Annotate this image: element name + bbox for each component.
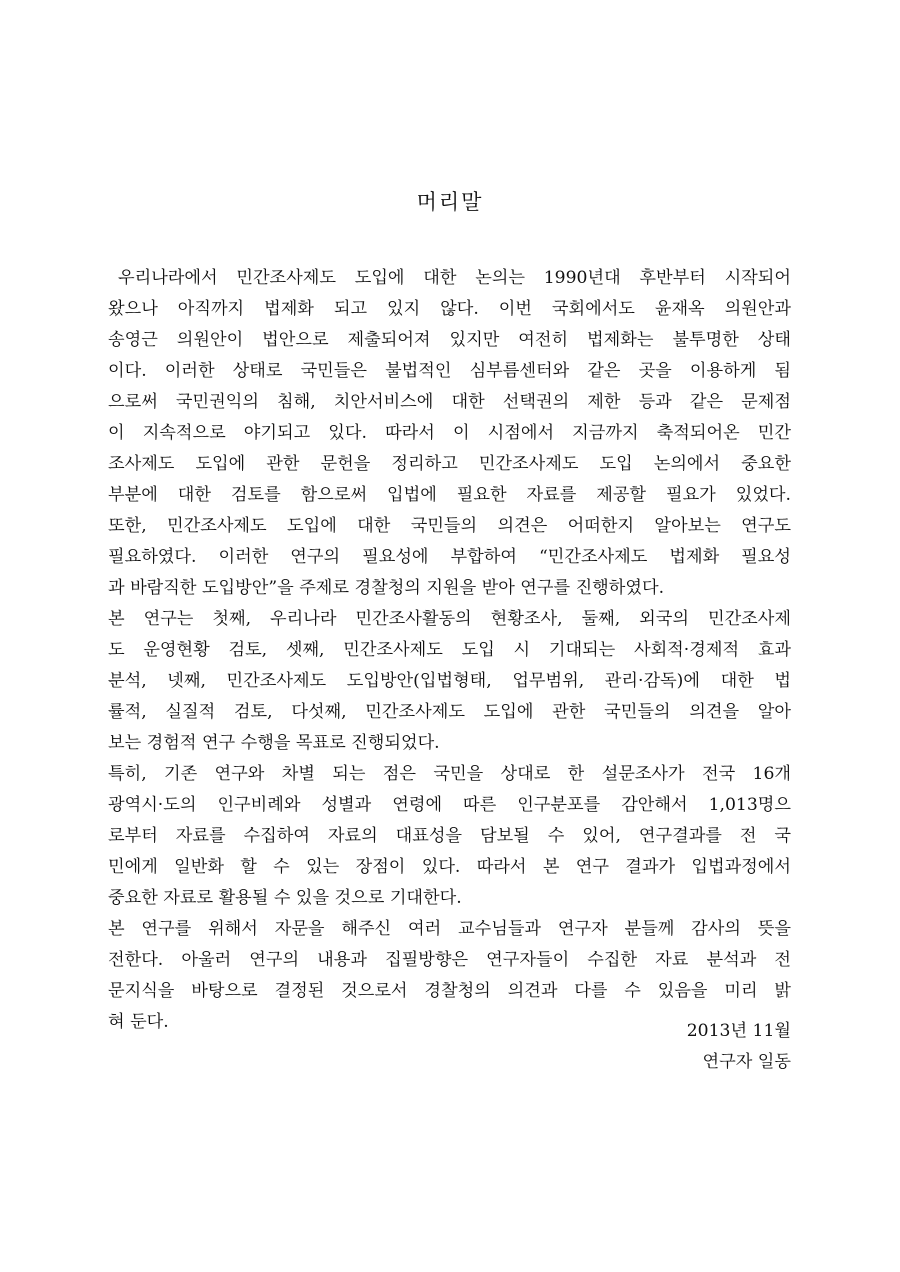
signature-author: 연구자 일동 [702,1052,791,1072]
body-line: 로부터 자료를 수집하여 자료의 대표성을 담보될 수 있어, 연구결과를 전 국 [108,826,791,846]
body-line: 부분에 대한 검토를 함으로써 입법에 필요한 자료를 제공할 필요가 있었다. [108,485,791,505]
body-line: 분석, 넷째, 민간조사제도 도입방안(입법형태, 업무범위, 관리·감독)에 대한 법 [108,671,791,691]
body-line: 과 바람직한 도입방안”을 주제로 경찰청의 지원을 받아 연구를 진행하였다. [108,578,665,598]
body-line: 혀 둔다. [108,1012,169,1032]
page-title: 머리말 [416,190,484,214]
body-line: 률적, 실질적 검토, 다섯째, 민간조사제도 도입에 관한 국민들의 의견을 알아 [108,702,791,722]
body-line: 으로써 국민권익의 침해, 치안서비스에 대한 선택권의 제한 등과 같은 문제점 [108,392,791,412]
body-line: 송영근 의원안이 법안으로 제출되어져 있지만 여전히 법제화는 불투명한 상태 [108,330,791,350]
signature-date: 2013년 11월 [686,1021,791,1041]
body-line: 전한다. 아울러 연구의 내용과 집필방향은 연구자들이 수집한 자료 분석과 전 [108,950,791,970]
body-line: 보는 경험적 연구 수행을 목표로 진행되었다. [108,733,440,753]
body-line: 민에게 일반화 할 수 있는 장점이 있다. 따라서 본 연구 결과가 입법과정에서 [108,857,791,877]
body-line: 문지식을 바탕으로 결정된 것으로서 경찰청의 의견과 다를 수 있음을 미리 밝 [108,981,791,1001]
body-line: 우리나라에서 민간조사제도 도입에 대한 논의는 1990년대 후반부터 시작되어 [118,268,791,288]
body-line: 필요하였다. 이러한 연구의 필요성에 부합하여 “민간조사제도 법제화 필요성 [108,547,791,567]
body-line: 본 연구를 위해서 자문을 해주신 여러 교수님들과 연구자 분들께 감사의 뜻을 [108,919,791,939]
body-line: 조사제도 도입에 관한 문헌을 정리하고 민간조사제도 도입 논의에서 중요한 [108,454,791,474]
body-line: 본 연구는 첫째, 우리나라 민간조사활동의 현황조사, 둘째, 외국의 민간조사제 [108,609,791,629]
body-line: 도 운영현황 검토, 셋째, 민간조사제도 도입 시 기대되는 사회적·경제적 효과 [108,640,791,660]
body-line: 광역시·도의 인구비례와 성별과 연령에 따른 인구분포를 감안해서 1,013명으 [108,795,791,815]
body-line: 왔으나 아직까지 법제화 되고 있지 않다. 이번 국회에서도 윤재옥 의원안과 [108,299,791,319]
body-line: 또한, 민간조사제도 도입에 대한 국민들의 의견은 어떠한지 알아보는 연구도 [108,516,791,536]
body-line: 이 지속적으로 야기되고 있다. 따라서 이 시점에서 지금까지 축적되어온 민간 [108,423,791,443]
preface-body [108,263,791,1038]
body-line: 이다. 이러한 상태로 국민들은 불법적인 심부름센터와 같은 곳을 이용하게 됨 [108,361,791,381]
body-line: 중요한 자료로 활용될 수 있을 것으로 기대한다. [108,888,462,908]
signature-block [491,1016,791,1078]
body-line: 특히, 기존 연구와 차별 되는 점은 국민을 상대로 한 설문조사가 전국 16개 [108,764,791,784]
